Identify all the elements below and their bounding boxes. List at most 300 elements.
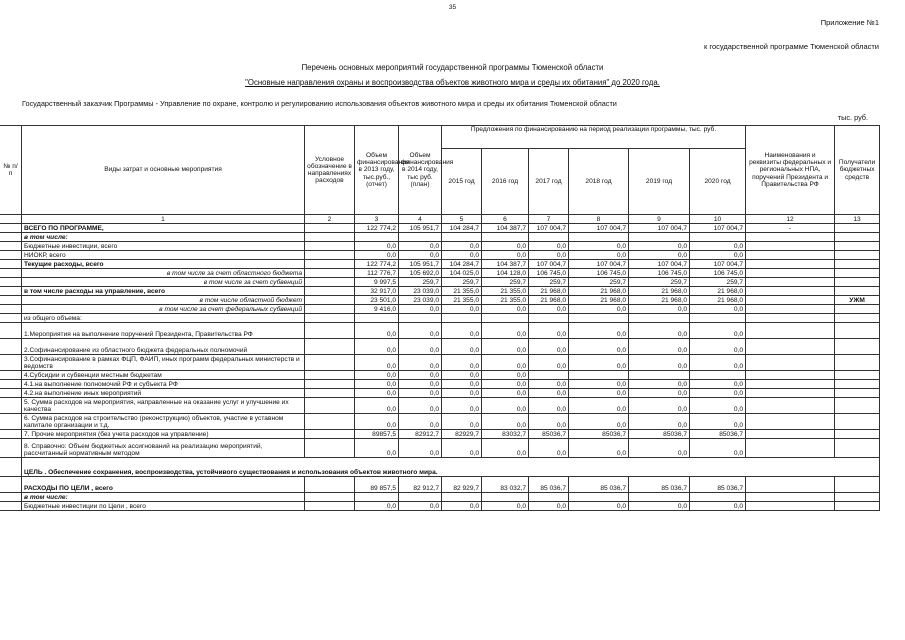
row-value: 82 912,7 (399, 477, 442, 493)
row-value: 0,0 (399, 398, 442, 414)
row-name: 4.2.на выполнение иных мероприятий (22, 389, 305, 398)
row-value: 0,0 (529, 398, 569, 414)
row-recipient (835, 339, 880, 355)
row-value: 106 745,0 (569, 269, 629, 278)
row-value (442, 314, 482, 323)
row-value: 0,0 (399, 502, 442, 511)
row-value: 0,0 (399, 339, 442, 355)
row-name: 3.Софинансирование в рамках ФЦП, ФАИП, иных программ федеральных министерств и ведомств (22, 355, 305, 371)
header-2016: 2016 год (482, 149, 529, 215)
row-name: в том числе за счет субвенций (22, 278, 305, 287)
row-value: 0,0 (690, 389, 746, 398)
header-name: Виды затрат и основные мероприятия (22, 126, 305, 215)
row-value: 0,0 (569, 398, 629, 414)
row-value: 0,0 (690, 502, 746, 511)
row-value: 259,7 (690, 278, 746, 287)
column-number: 13 (835, 215, 880, 224)
row-num (0, 269, 22, 278)
units-label: тыс. руб. (837, 113, 868, 122)
row-recipient (835, 323, 880, 339)
row-num (0, 233, 22, 242)
row-npa (746, 260, 835, 269)
row-code (305, 389, 355, 398)
row-value (569, 314, 629, 323)
row-value (569, 493, 629, 502)
row-value (399, 233, 442, 242)
header-npa: Наименования и реквизиты федеральных и региональных НПА, поручений Президента и Правительства РФ (746, 126, 835, 215)
row-value: 0,0 (355, 439, 399, 458)
row-value: 85036,7 (690, 430, 746, 439)
row-value: 0,0 (529, 389, 569, 398)
row-value: 0,0 (442, 502, 482, 511)
row-value: 0,0 (690, 323, 746, 339)
row-value: 0,0 (690, 305, 746, 314)
row-value: 259,7 (442, 278, 482, 287)
row-code (305, 493, 355, 502)
row-value: 0,0 (690, 355, 746, 371)
row-value (482, 233, 529, 242)
row-value: 0,0 (569, 502, 629, 511)
row-value: 0,0 (569, 414, 629, 430)
header-vol-2013: Объем финансирования в 2013 году, тыс.руб., (отчет) (355, 126, 399, 215)
row-value (529, 233, 569, 242)
row-value: 104 025,0 (442, 269, 482, 278)
row-value: 0,0 (442, 371, 482, 380)
row-value: 107 004,7 (529, 224, 569, 233)
row-value (529, 493, 569, 502)
row-npa (746, 414, 835, 430)
column-number: 1 (22, 215, 305, 224)
header-2019: 2019 год (629, 149, 690, 215)
row-value: 0,0 (482, 251, 529, 260)
row-value: 0,0 (690, 339, 746, 355)
row-value: 122 774,2 (355, 260, 399, 269)
row-value (355, 493, 399, 502)
row-value: 0,0 (355, 251, 399, 260)
row-value: 32 917,0 (355, 287, 399, 296)
row-value: 0,0 (529, 502, 569, 511)
row-name: 7. Прочие мероприятия (без учета расходов на управление) (22, 430, 305, 439)
column-number: 7 (529, 215, 569, 224)
row-value: 0,0 (355, 380, 399, 389)
row-value: 85036,7 (629, 430, 690, 439)
row-code (305, 269, 355, 278)
row-value: 0,0 (569, 323, 629, 339)
row-recipient (835, 414, 880, 430)
row-value: 105 692,0 (399, 269, 442, 278)
row-code (305, 233, 355, 242)
row-num (0, 477, 22, 493)
row-npa (746, 269, 835, 278)
row-value: 0,0 (355, 371, 399, 380)
row-recipient (835, 251, 880, 260)
row-value (569, 233, 629, 242)
row-recipient (835, 260, 880, 269)
row-code (305, 398, 355, 414)
row-value: 259,7 (569, 278, 629, 287)
row-value: 21 355,0 (442, 287, 482, 296)
header-2017: 2017 год (529, 149, 569, 215)
row-value: 0,0 (629, 398, 690, 414)
table-row (0, 493, 880, 502)
row-recipient (835, 242, 880, 251)
row-value: 0,0 (399, 323, 442, 339)
row-npa (746, 278, 835, 287)
row-name: в том числе: (22, 493, 305, 502)
row-value: 0,0 (355, 242, 399, 251)
header-2020: 2020 год (690, 149, 746, 215)
row-npa (746, 493, 835, 502)
row-value: 0,0 (482, 371, 529, 380)
row-name: 6. Сумма расходов на строительство (реконструкцию) объектов, участие в уставном капитале организации и т.д. (22, 414, 305, 430)
row-value: 0,0 (529, 242, 569, 251)
table-row (0, 305, 880, 314)
row-value: 0,0 (629, 339, 690, 355)
column-number: 5 (442, 215, 482, 224)
row-num (0, 323, 22, 339)
row-name: Бюджетные инвестиции, всего (22, 242, 305, 251)
row-value: 0,0 (569, 355, 629, 371)
row-num (0, 493, 22, 502)
row-value: 82 929,7 (442, 477, 482, 493)
table-row (0, 414, 880, 430)
row-value: 106 745,0 (529, 269, 569, 278)
row-name: Бюджетные инвестиции по Цели , всего (22, 502, 305, 511)
row-value: 0,0 (482, 380, 529, 389)
row-value: 104 128,0 (482, 269, 529, 278)
row-value (690, 233, 746, 242)
row-recipient (835, 314, 880, 323)
row-value (690, 371, 746, 380)
row-npa (746, 502, 835, 511)
row-value: 0,0 (569, 242, 629, 251)
row-npa (746, 398, 835, 414)
row-code (305, 323, 355, 339)
column-number: 4 (399, 215, 442, 224)
row-value (355, 314, 399, 323)
row-npa (746, 305, 835, 314)
row-recipient (835, 493, 880, 502)
row-value: 21 355,0 (482, 296, 529, 305)
row-value (629, 233, 690, 242)
row-value: 0,0 (569, 251, 629, 260)
row-value: 105 951,7 (399, 224, 442, 233)
row-value (690, 493, 746, 502)
row-recipient (835, 371, 880, 380)
row-value: 0,0 (399, 439, 442, 458)
row-value: 0,0 (690, 242, 746, 251)
row-value: 0,0 (529, 305, 569, 314)
row-name: в том числе за счет федеральных субвенций (22, 305, 305, 314)
column-number: 8 (569, 215, 629, 224)
table-row (0, 260, 880, 269)
row-value: 0,0 (442, 339, 482, 355)
row-code (305, 339, 355, 355)
row-recipient (835, 233, 880, 242)
row-value: 23 501,0 (355, 296, 399, 305)
row-name: в том числе областной бюджет (22, 296, 305, 305)
row-value: 0,0 (629, 323, 690, 339)
row-recipient (835, 398, 880, 414)
row-value: 0,0 (629, 251, 690, 260)
row-num (0, 278, 22, 287)
row-value: 0,0 (690, 414, 746, 430)
row-npa (746, 233, 835, 242)
row-recipient (835, 380, 880, 389)
table-row (0, 224, 880, 233)
row-recipient (835, 287, 880, 296)
row-value: 0,0 (399, 389, 442, 398)
row-code (305, 314, 355, 323)
row-num (0, 305, 22, 314)
row-recipient (835, 305, 880, 314)
row-value: 0,0 (482, 389, 529, 398)
row-num (0, 251, 22, 260)
row-value: 0,0 (399, 355, 442, 371)
row-value: 0,0 (690, 251, 746, 260)
row-value: 21 968,0 (629, 296, 690, 305)
row-num (0, 371, 22, 380)
header-code: Условное обозначение в направлениях расходов (305, 126, 355, 215)
state-customer: Государственный заказчик Программы - Управление по охране, контролю и регулированию использования объектов животного мира и среды их обитания Тюменской области (22, 99, 617, 108)
header-2018: 2018 год (569, 149, 629, 215)
row-value: 0,0 (355, 389, 399, 398)
row-value: 107 004,7 (569, 224, 629, 233)
row-value: 104 387,7 (482, 224, 529, 233)
document-title: Перечень основных мероприятий государственной программы Тюменской области (301, 63, 604, 72)
row-name: РАСХОДЫ ПО ЦЕЛИ , всего (22, 477, 305, 493)
row-value: 89857,5 (355, 430, 399, 439)
row-value: 0,0 (442, 389, 482, 398)
table-row (0, 296, 880, 305)
table-row (0, 233, 880, 242)
row-num (0, 430, 22, 439)
row-code (305, 430, 355, 439)
row-value (442, 493, 482, 502)
row-value: 0,0 (399, 414, 442, 430)
row-value: 0,0 (629, 502, 690, 511)
row-value: 21 968,0 (690, 296, 746, 305)
row-value: 0,0 (399, 251, 442, 260)
appendix-reference: к государственной программе Тюменской области (704, 42, 879, 51)
row-value: 0,0 (355, 355, 399, 371)
row-value (629, 314, 690, 323)
row-recipient (835, 439, 880, 458)
row-name: 4.Субсидии и субвенции местным бюджетам (22, 371, 305, 380)
row-value: 107 004,7 (529, 260, 569, 269)
row-npa (746, 242, 835, 251)
row-num (0, 296, 22, 305)
row-npa (746, 439, 835, 458)
table-row (0, 389, 880, 398)
row-recipient (835, 278, 880, 287)
row-npa (746, 355, 835, 371)
row-num (0, 355, 22, 371)
row-name: 2.Софинансирование из областного бюджета федеральных полномочий (22, 339, 305, 355)
row-value: 0,0 (629, 414, 690, 430)
row-value: 0,0 (482, 414, 529, 430)
row-value: 0,0 (629, 355, 690, 371)
row-value: 0,0 (442, 398, 482, 414)
column-number: 12 (746, 215, 835, 224)
row-num (0, 339, 22, 355)
row-value: 85036,7 (529, 430, 569, 439)
row-num (0, 287, 22, 296)
row-value: 21 968,0 (569, 296, 629, 305)
row-value: 9 997,5 (355, 278, 399, 287)
table-row (0, 355, 880, 371)
row-value: 21 968,0 (690, 287, 746, 296)
row-value: 0,0 (442, 323, 482, 339)
row-value: 0,0 (442, 380, 482, 389)
row-value: 0,0 (482, 339, 529, 355)
row-value: 107 004,7 (690, 260, 746, 269)
row-value: 122 774,2 (355, 224, 399, 233)
row-value: 0,0 (442, 414, 482, 430)
row-num (0, 502, 22, 511)
row-value: 0,0 (690, 380, 746, 389)
row-value (399, 493, 442, 502)
row-value: 0,0 (399, 242, 442, 251)
page-number: 35 (448, 4, 457, 11)
header-row-1 (0, 126, 880, 149)
row-recipient (835, 389, 880, 398)
measures-table (0, 125, 880, 511)
row-num (0, 314, 22, 323)
row-value: 21 968,0 (529, 296, 569, 305)
row-npa (746, 323, 835, 339)
row-num (0, 398, 22, 414)
row-value: 0,0 (690, 439, 746, 458)
row-npa (746, 287, 835, 296)
column-numbers-row (0, 215, 880, 224)
row-num (0, 260, 22, 269)
row-value: 106 745,0 (690, 269, 746, 278)
row-code (305, 278, 355, 287)
row-code (305, 371, 355, 380)
row-value: 0,0 (482, 323, 529, 339)
row-code (305, 287, 355, 296)
row-recipient: УЖМ (835, 296, 880, 305)
column-number: 9 (629, 215, 690, 224)
row-value: 104 387,7 (482, 260, 529, 269)
table-row (0, 371, 880, 380)
row-value (482, 493, 529, 502)
row-value (482, 314, 529, 323)
row-name: в том числе за счет областного бюджета (22, 269, 305, 278)
row-value: 21 968,0 (629, 287, 690, 296)
row-code (305, 414, 355, 430)
row-value: 0,0 (629, 380, 690, 389)
row-value (529, 314, 569, 323)
row-value: 104 284,7 (442, 224, 482, 233)
row-name: ВСЕГО ПО ПРОГРАММЕ, (22, 224, 305, 233)
row-value: 0,0 (569, 339, 629, 355)
row-value: 107 004,7 (629, 224, 690, 233)
row-value: 0,0 (629, 305, 690, 314)
row-value: 21 355,0 (442, 296, 482, 305)
row-value (690, 314, 746, 323)
header-num: № п/п (0, 126, 22, 215)
row-value: 0,0 (399, 371, 442, 380)
row-code (305, 296, 355, 305)
row-value: 0,0 (482, 355, 529, 371)
row-name: в том числе расходы на управление, всего (22, 287, 305, 296)
row-npa (746, 430, 835, 439)
row-code (305, 439, 355, 458)
row-code (305, 305, 355, 314)
row-value: 0,0 (399, 380, 442, 389)
row-num (0, 224, 22, 233)
row-value: 104 284,7 (442, 260, 482, 269)
row-value: 0,0 (355, 323, 399, 339)
row-value: 85 036,7 (690, 477, 746, 493)
row-code (305, 251, 355, 260)
row-value: 0,0 (529, 339, 569, 355)
row-npa (746, 314, 835, 323)
row-value: 23 039,0 (399, 287, 442, 296)
row-recipient (835, 430, 880, 439)
row-value: 0,0 (482, 439, 529, 458)
row-value: 83032,7 (482, 430, 529, 439)
row-name: 8. Справочно: Объем бюджетных ассигнований на реализацию мероприятий, рассчитанный нормативным методом (22, 439, 305, 458)
row-value: 85 036,7 (569, 477, 629, 493)
row-value: 0,0 (482, 398, 529, 414)
row-code (305, 502, 355, 511)
row-value: 0,0 (569, 305, 629, 314)
table-row (0, 380, 880, 389)
row-num (0, 242, 22, 251)
row-value: 0,0 (529, 323, 569, 339)
row-value: 0,0 (442, 355, 482, 371)
row-value: 0,0 (529, 251, 569, 260)
row-name: в том числе: (22, 233, 305, 242)
row-npa (746, 339, 835, 355)
row-value: 21 968,0 (569, 287, 629, 296)
row-value: 9 416,0 (355, 305, 399, 314)
row-recipient (835, 477, 880, 493)
row-value: 0,0 (482, 242, 529, 251)
row-value: 106 745,0 (629, 269, 690, 278)
table-row (0, 269, 880, 278)
row-num (0, 458, 22, 477)
row-value: 0,0 (629, 389, 690, 398)
table-row (0, 323, 880, 339)
row-value: 0,0 (442, 439, 482, 458)
goal-text: ЦЕЛЬ . Обеспечение сохранения, воспроизводства, устойчивого существования и использования объектов животного мира. (22, 458, 880, 477)
table-row (0, 398, 880, 414)
row-code (305, 380, 355, 389)
table-row (0, 477, 880, 493)
row-value: 0,0 (629, 242, 690, 251)
row-recipient (835, 269, 880, 278)
row-npa (746, 380, 835, 389)
row-value: 85036,7 (569, 430, 629, 439)
row-value (399, 314, 442, 323)
row-value: 0,0 (629, 439, 690, 458)
row-npa (746, 251, 835, 260)
row-npa (746, 389, 835, 398)
row-npa: - (746, 224, 835, 233)
table-row (0, 339, 880, 355)
goal-row (0, 458, 880, 477)
row-num (0, 414, 22, 430)
row-value: 0,0 (355, 398, 399, 414)
row-code (305, 355, 355, 371)
row-value: 0,0 (569, 389, 629, 398)
row-npa (746, 371, 835, 380)
row-value: 23 039,0 (399, 296, 442, 305)
